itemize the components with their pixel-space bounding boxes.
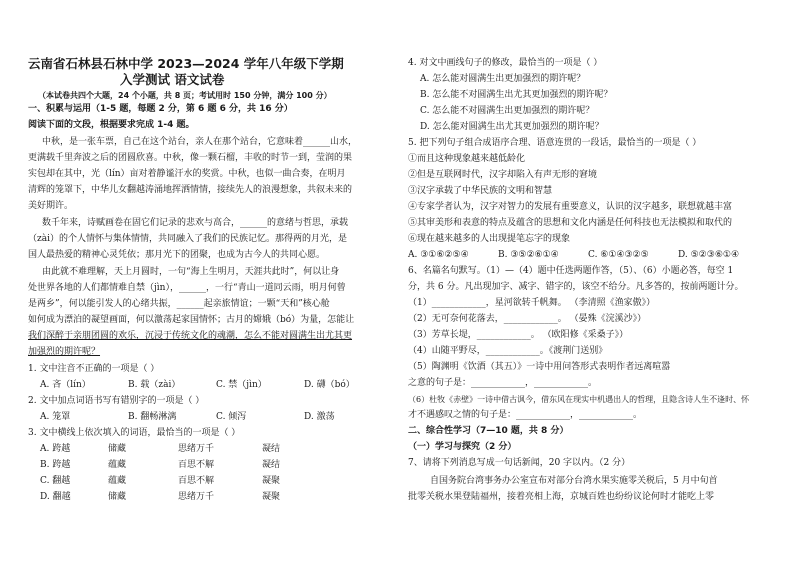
q6-prompt-line: （6）杜牧《赤壁》一诗中借古讽今，借东风在现实中机遇出人的哲理，且隐含诗人生不逢时、怀	[408, 395, 750, 404]
q3-option-a[interactable]: A. 跨越	[40, 444, 71, 454]
passage-line: 美好期许。	[28, 201, 74, 211]
q3-option-b-word: 蕴藏	[108, 460, 127, 470]
q1-option-d[interactable]: D. 礴（bó）	[304, 380, 355, 390]
q5-option-a[interactable]: A. ③①⑥②⑤④	[408, 250, 469, 260]
passage-line: 是两乡”，何以能引发人的心绪共振，______起亲旅情谊；一颗“天和”核心舱	[28, 299, 330, 309]
q4-option-a[interactable]: A. 怎么能对圆满生出更加强烈的期许呢？	[420, 74, 586, 84]
passage-line: 清辉的笼罩下，中华儿女翻越涛涌地挥洒情情，接续先人的浪漫想象，共叙未来的	[28, 185, 353, 195]
q5-option-b[interactable]: B. ③⑤②⑥①④	[498, 250, 559, 260]
question-4: 4. 对文中画线句子的修改，最恰当的一项是（ ）	[408, 58, 603, 68]
q1-option-b[interactable]: B. 载（zài）	[128, 380, 181, 390]
news-paragraph-line: 批零关税水果登陆福州，接着亮相上海，京城百姓也纷纷议论何时才能吃上零	[408, 492, 715, 502]
section-2-heading: 二、综合性学习（7—10 题，共 8 分）	[408, 426, 569, 436]
q3-option-d[interactable]: D. 翻越	[40, 492, 71, 502]
q3-option-d-word: 储藏	[108, 492, 127, 502]
q3-option-d-word: 思绪万千	[178, 492, 215, 502]
q3-option-c[interactable]: C. 翻越	[40, 476, 71, 486]
q6-blank-line[interactable]: （4）山随平野尽，____________。《渡荆门送别》	[408, 346, 608, 356]
passage-line: 更满载千里奔波之后的团圆欣喜。中秋，像一颗石榴，丰收的时节一到，莹润的果	[28, 153, 353, 163]
q3-option-a-word: 储藏	[108, 444, 127, 454]
underlined-passage-line: 加强烈的期许呢？	[28, 347, 101, 357]
q5-sentence: ②但是互联网时代，汉字却陷入有声无形的窘境	[408, 170, 598, 180]
question-3: 3. 文中横线上依次填入的词语，最恰当的一项是（ ）	[28, 428, 241, 438]
question-7: 7、请将下列消息写成一句话新闻，20 字以内。（2 分）	[408, 458, 631, 468]
section-1-heading: 一、积累与运用（1-5 题，每题 2 分，第 6 题 6 分，共 16 分）	[28, 104, 293, 114]
q2-option-a[interactable]: A. 笼罩	[40, 412, 71, 422]
q6-blank-line[interactable]: （2）无可奈何花落去，____________。 （晏殊《浣溪沙》）	[408, 314, 647, 324]
q5-sentence: ⑥现在越来越多的人出现提笔忘字的现象	[408, 234, 571, 244]
q5-option-c[interactable]: C. ⑥①④③②⑤	[588, 250, 649, 260]
reading-instruction: 阅读下面的文段，根据要求完成 1-4 题。	[28, 120, 195, 130]
q5-sentence: ③汉字承载了中华民族的文明和智慧	[408, 186, 553, 196]
passage-line: 国人最热爱的精神心灵凭依；那月光下的团聚，也成为古今人的共同心愿。	[28, 250, 326, 260]
passage-line: （zài）的个人情怀与集体情情，共同融入了我们的民族记忆。那得两的月光，是	[28, 234, 347, 244]
q2-option-b[interactable]: B. 翻畅淋漓	[128, 412, 177, 422]
q3-option-c-word: 凝聚	[262, 476, 281, 486]
question-5: 5. 把下列句子组合成语序合理、语意连贯的一段话，最恰当的一项是（ ）	[408, 138, 702, 148]
q6-blank-line[interactable]: 之意的句子是：____________，____________。	[408, 378, 598, 388]
q1-option-c[interactable]: C. 禁（jìn）	[216, 380, 267, 390]
q2-option-c[interactable]: C. 倾泻	[216, 412, 247, 422]
q4-option-d[interactable]: D. 怎么能对圆满生出尤其更加强烈的期许呢？	[420, 122, 604, 132]
passage-line: 处世界各地的人们都情难自禁（jìn），______，一行“青山一道同云雨，明月何曾	[28, 283, 346, 293]
subsection-heading: （一）学习与探究（2 分）	[408, 442, 517, 452]
q3-option-b[interactable]: B. 跨越	[40, 460, 71, 470]
q3-option-a-word: 思绪万千	[178, 444, 215, 454]
q5-sentence: ⑤其审美形和表意的特点及蕴含的思想和文化内涵是任何科技也无法模拟和取代的	[408, 218, 733, 228]
exam-title-line1: 云南省石林县石林中学 2023—2024 学年八年级下学期	[28, 56, 344, 71]
q1-option-a[interactable]: A. 吝（lín）	[40, 380, 91, 390]
news-paragraph-line: 自国务院台湾事务办公室宣布对部分台湾水果实施零关税后，5 月中旬首	[430, 476, 718, 486]
q3-option-d-word: 凝聚	[262, 492, 281, 502]
q2-option-d[interactable]: D. 激荡	[304, 412, 335, 422]
question-1: 1. 文中注音不正确的一项是（ ）	[28, 364, 160, 374]
q5-option-d[interactable]: D. ⑤②③⑥①④	[678, 250, 740, 260]
passage-line: 中秋，是一张车票，自己在这个站台，亲人在那个站台，它意味着______山水，	[42, 137, 358, 147]
q5-sentence: ①而且这种现象越来越低龄化	[408, 154, 526, 164]
question-6: 6、名篇名句默写。（1）—（4）题中任选两题作答，（5）、（6）小题必答，每空 1	[408, 266, 734, 276]
q3-option-a-word: 凝结	[262, 444, 281, 454]
q3-option-c-word: 蕴藏	[108, 476, 127, 486]
q3-option-c-word: 百思不解	[178, 476, 215, 486]
q3-option-b-word: 凝结	[262, 460, 281, 470]
exam-note: （本试卷共四个大题，24 个小题，共 8 页；考试用时 150 分钟，满分 100 分）	[38, 91, 332, 100]
question-2: 2. 文中加点词语书写有错别字的一项是（ ）	[28, 396, 205, 406]
q3-option-b-word: 百思不解	[178, 460, 215, 470]
passage-line: 数千年来，诗赋画卷在固它们记录的悲欢与高合，______的意绪与哲思，承载	[42, 218, 349, 228]
passage-line: 实包却在其中，光（lín）亩对着静谧汗水的奖赏。中秋，也似一曲合奏，在明月	[28, 169, 346, 179]
q6-blank-line[interactable]: 才不遇感叹之情的句子是：____________，____________。	[408, 410, 643, 420]
q6-blank-line[interactable]: （1）____________，星河欲转千帆舞。 （李清照《渔家傲》）	[408, 298, 656, 308]
q5-sentence: ④专家学者认为，汉字对智力的发展有重要意义，认识的汉字越多，联想就越丰富	[408, 202, 733, 212]
q4-option-c[interactable]: C. 怎么能不对圆满生出更加强烈的期许呢？	[420, 106, 595, 116]
q4-option-b[interactable]: B. 怎么能不对圆满生出尤其更加强烈的期许呢？	[420, 90, 613, 100]
underlined-passage-line: 我们深醉于亲朋团圆的欢乐，沉浸于传统文化的魂潮，怎么不能对圆满生出尤其更	[28, 331, 353, 341]
q6-blank-line[interactable]: （3）芳草长堤，____________。 （欧阳修《采桑子》）	[408, 330, 629, 340]
question-6-cont: 分，共 6 分。凡出现加字、减字、错字的，该空不给分。凡多答的，按前两题计分。	[408, 282, 744, 292]
passage-line: 由此就不难理解，天上月圆时，一句“海上生明月，天涯共此时”，何以让身	[42, 267, 340, 277]
exam-title-line2: 入学测试 语文试卷	[120, 72, 225, 87]
q6-prompt-line: （5）陶渊明《饮酒（其五）》一诗中用问答形式表明作者远离喧嚣	[408, 362, 671, 372]
passage-line: 如何成为漂泊的凝望画面，何以激荡起家国情怀；古月的嫦娥（bó）为量，怎能让	[28, 315, 355, 325]
